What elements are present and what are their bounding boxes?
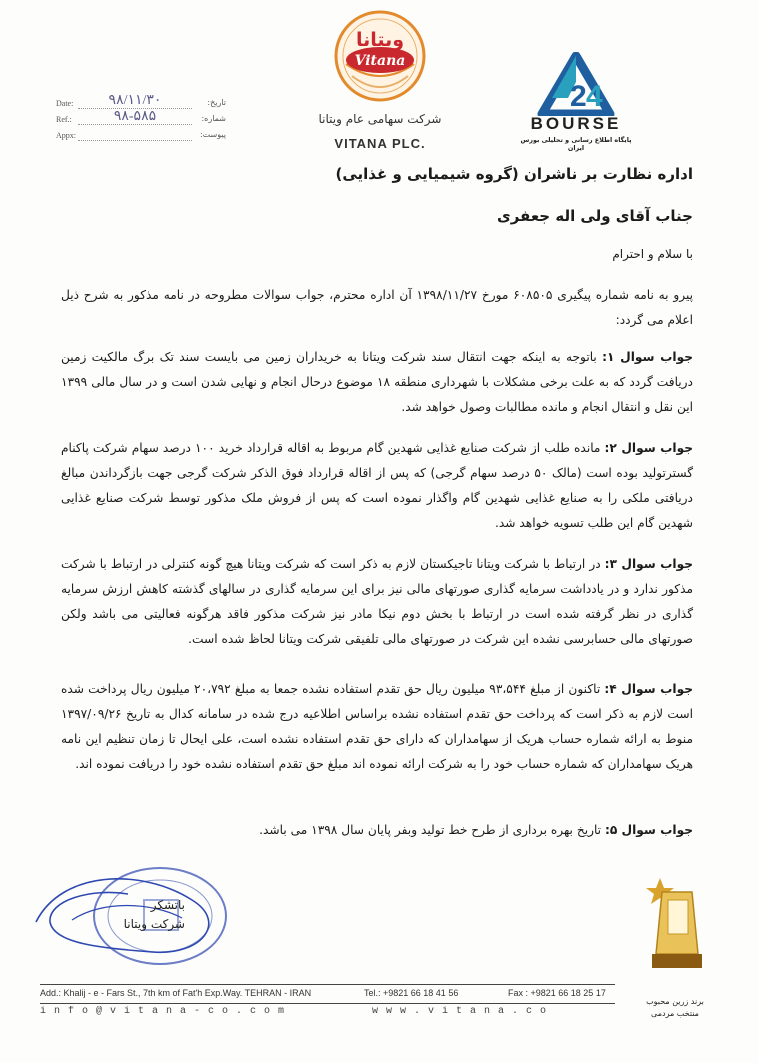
department-title: اداره نظارت بر ناشران (گروه شیمیایی و غذایی) bbox=[335, 165, 693, 183]
company-name-en: VITANA PLC. bbox=[334, 136, 426, 151]
award-caption-line2: منتخب مردمی bbox=[651, 1009, 699, 1018]
appx-label-en: Appx: bbox=[56, 131, 76, 140]
date-label-fa: تاریخ: bbox=[207, 98, 226, 107]
footer-email[interactable]: info@vitana-co.com bbox=[40, 1006, 293, 1017]
award-caption-line1: برند زرین محبوب bbox=[646, 997, 704, 1006]
answer-label: جواب سوال ۵: bbox=[604, 823, 693, 837]
vitana-emblem-icon bbox=[330, 6, 430, 110]
answer-paragraph-5 bbox=[61, 818, 693, 843]
answer-text: تاکنون از مبلغ ۹۳،۵۴۴ میلیون ریال حق تقدم استفاده نشده جمعا به مبلغ ۲۰،۷۹۲ میلیون ریال پرداخت شده است لازم به ذکر است که پرداخت حق تقدم استفاده نشده براساس اطلاعیه درج شده در سامانه کدال به تاریخ ۱۳۹۷/۰۹/۲۶ منوط به ارائه شماره حساب هریک از سهامداران که دارای حق تقدم استفاده نشده است، علی ایحال تا زمان تنظیم این نامه هریک سهامداران که شماره حساب خود را به شرکت ارائه نموده اند مبلغ حق تقدم استفاده نشده خود را دریافت نموده اند. bbox=[61, 682, 693, 771]
footer-tel-en: Tel.: +9821 66 18 41 56 bbox=[364, 988, 459, 998]
answer-paragraph-4 bbox=[61, 677, 693, 777]
letterhead-footer bbox=[40, 968, 615, 1026]
footer-fax-en: Fax : +9821 66 18 25 17 bbox=[508, 988, 606, 998]
ref-value: ۹۸-۵۸۵ bbox=[113, 109, 157, 124]
addressee: جناب آقای ولی اله جعفری bbox=[496, 207, 693, 225]
answer-label: جواب سوال ۱: bbox=[602, 350, 694, 364]
signature-company: شرکت ویتانا bbox=[123, 917, 185, 931]
answer-text: در ارتباط با شرکت ویتانا تاجیکستان لازم به ذکر است که شرکت ویتانا هیچ گونه کنترلی در ارتباط با شرکت مذکور ندارد و در یادداشت سرمایه گذاری صورتهای مالی نیز برای این سرمایه گذاری در سالهای گذشته کاهش ارزش سرمایه گذاری در نظر گرفته شده است در ارتباط با بخش دوم نیکا مادر نیز شرکت مذکور فاقد هرگونه فعالیتی می باشد ولکن صورتهای مالی حسابرسی نشده این شرکت در صورتهای مالی تلفیقی شرکت ویتانا لحاظ شده است. bbox=[61, 557, 693, 646]
answer-label: جواب سوال ۳: bbox=[604, 557, 693, 571]
signature-thanks: باتشکر bbox=[150, 898, 185, 912]
reference-block bbox=[56, 93, 226, 146]
answer-label: جواب سوال ۲: bbox=[604, 441, 693, 455]
date-label-en: Date: bbox=[56, 99, 74, 108]
answer-text: مانده طلب از شرکت صنایع غذایی شهدین گام مربوط به اقاله قرارداد خرید ۱۰۰ درصد سهام شرکت پاکنام گسترتولید بوده است (مالک ۵۰ درصد سهام گرجی) که پس از اقاله قرارداد فوق الذکر شرکت گرجی جهت بازگرداندن مبالغ دریافتی ملکی را به صنایع غذایی شهدین گام واگذار نموده است که پس از فروش ملک مذکور توسط شرکت صنایع غذایی شهدین گام این طلب تسویه خواهد شد. bbox=[61, 441, 694, 530]
company-name-fa: شرکت سهامی عام ویتانا bbox=[318, 112, 442, 126]
answer-paragraph-2 bbox=[61, 436, 693, 536]
ref-label-en: Ref.: bbox=[56, 115, 72, 124]
appx-label-fa: پیوست: bbox=[199, 130, 226, 139]
footer-english-line bbox=[40, 988, 615, 998]
vitana-logo-latin: Vitana bbox=[354, 53, 406, 69]
vitana-logo bbox=[318, 6, 442, 156]
bourse-logo bbox=[520, 52, 632, 152]
award-caption bbox=[612, 996, 738, 1020]
answer-paragraph-3 bbox=[61, 552, 693, 652]
golden-brand-award-icon bbox=[640, 874, 712, 974]
ref-label-fa: شماره: bbox=[201, 114, 226, 123]
answer-text: تاریخ بهره برداری از طرح خط تولید وبفر پایان سال ۱۳۹۸ می باشد. bbox=[259, 823, 605, 837]
footer-web-line bbox=[40, 1006, 615, 1017]
answer-text: باتوجه به اینکه جهت انتقال سند شرکت ویتانا به خریداران زمین می بایست سند تک برگ مالکیت زمین دریافت گردد که به علت برخی مشکلات با شهرداری منطقه ۱۸ موضوع درحال انجام و نهایی شدن است و در سال مالی ۱۳۹۹ این نقل و انتقال انجام و مانده مطالبات وصول خواهد شد. bbox=[61, 350, 693, 414]
footer-address-en: Add.: Khalij - e - Fars St., 7th km of Fat'h Exp.Way. TEHRAN - IRAN bbox=[40, 988, 312, 998]
bourse-subtitle: پایگاه اطلاع رسانی و تحلیلی بورس ایران bbox=[520, 136, 632, 152]
footer-website[interactable]: www.vitana.co bbox=[372, 1006, 555, 1017]
bourse-wordmark: BOURSE bbox=[530, 114, 622, 133]
bourse-emblem-icon bbox=[520, 52, 632, 116]
footer-divider bbox=[40, 984, 615, 985]
ref-row bbox=[56, 109, 226, 126]
svg-text:4: 4 bbox=[586, 80, 603, 113]
vitana-logo-word: ویتانا bbox=[355, 29, 405, 51]
footer-divider bbox=[40, 1003, 615, 1004]
intro-paragraph: پیرو به نامه شماره پیگیری ۶۰۸۵۰۵ مورخ ۱۳۹۸/۱۱/۲۷ آن اداره محترم، جواب سوالات مطروحه در نامه مذکور به شرح ذیل اعلام می گردد: bbox=[61, 288, 694, 327]
appx-row bbox=[56, 128, 226, 142]
answer-label: جواب سوال ۴: bbox=[604, 682, 693, 696]
answer-paragraph-1 bbox=[61, 345, 693, 420]
greeting: با سلام و احترام bbox=[612, 247, 693, 261]
signature-block bbox=[95, 896, 185, 934]
svg-text:2: 2 bbox=[570, 80, 587, 113]
date-value: ۹۸/۱۱/۳۰ bbox=[108, 93, 162, 108]
